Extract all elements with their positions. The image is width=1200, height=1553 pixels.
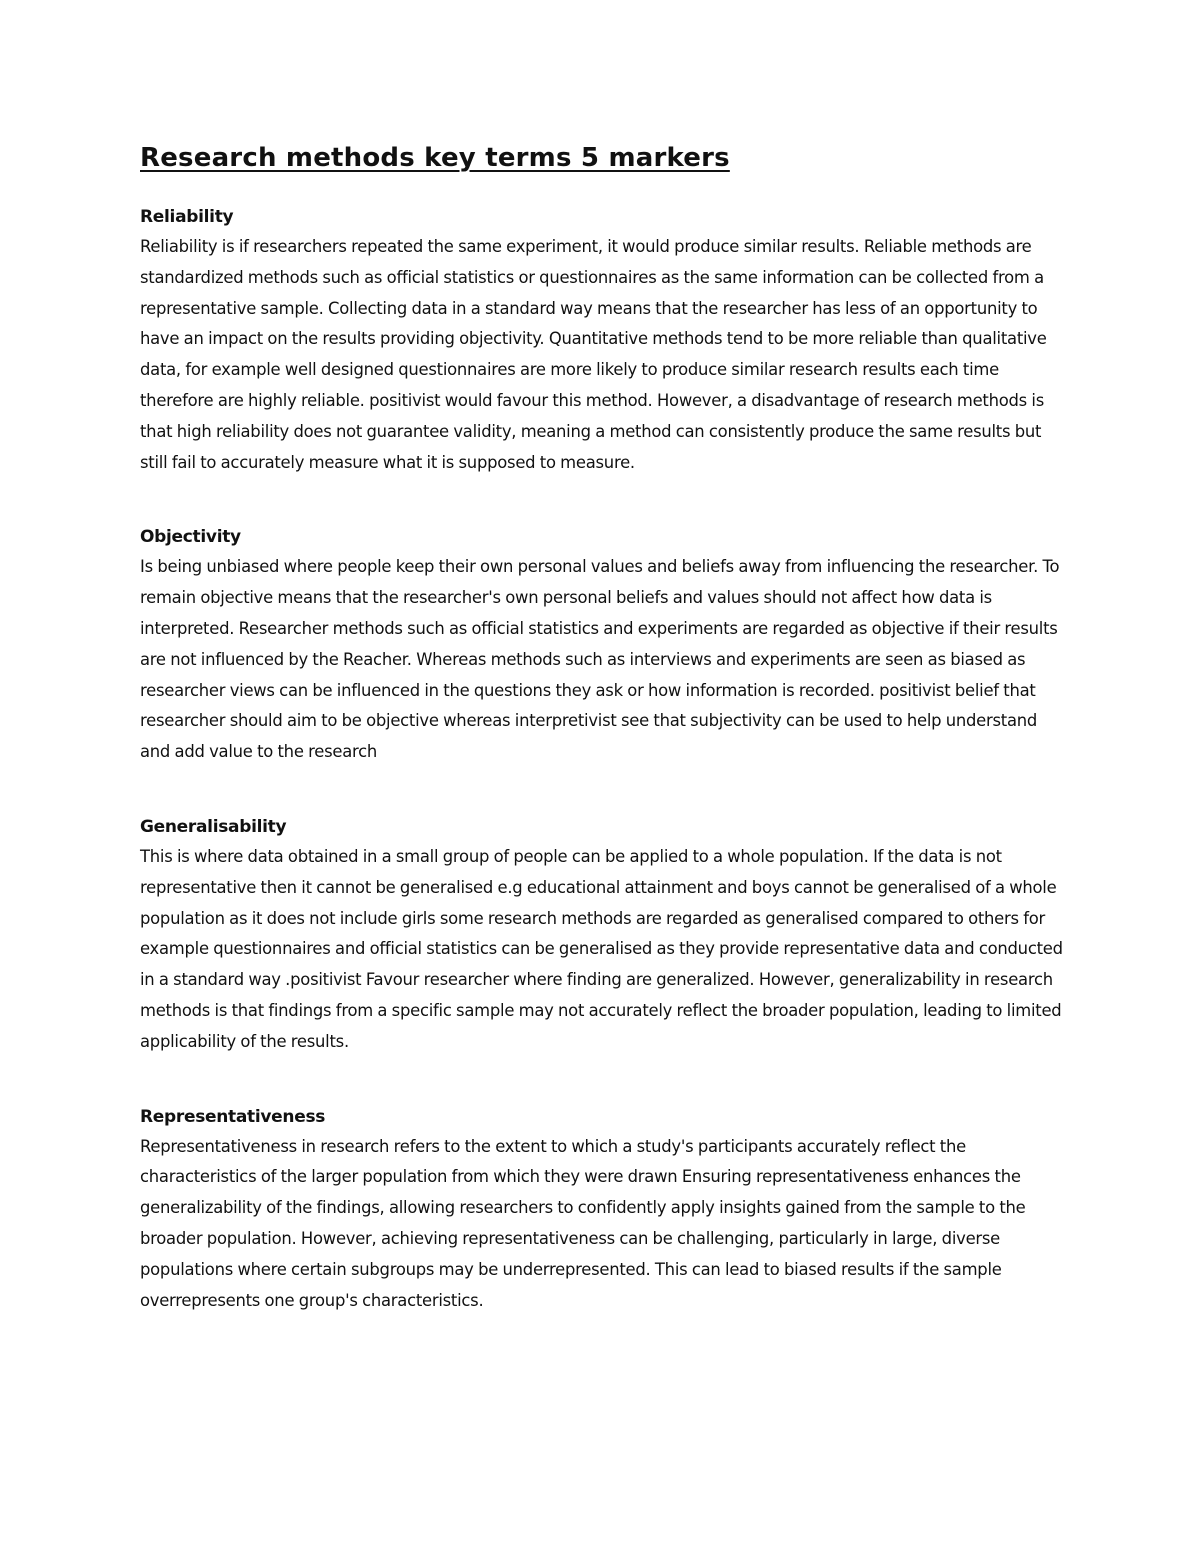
- document-page: [140, 138, 1070, 1316]
- section-body: This is where data obtained in a small group of people can be applied to a whole population. If the data is not representative then it cannot be generalised e.g educational attainment and boys cannot be generalised of a whole population as it does not include girls some research methods are regarded as generalised compared to others for example questionnaires and official statistics can be generalised as they provide representative data and conducted in a standard way .positivist Favour researcher where finding are generalized. However, generalizability in research methods is that findings from a specific sample may not accurately reflect the broader population, leading to limited applicability of the results.: [140, 846, 1063, 1051]
- section-heading: Generalisability: [140, 816, 287, 837]
- section-objectivity: [140, 522, 1070, 768]
- section-reliability: [140, 202, 1070, 478]
- section-body: Is being unbiased where people keep their own personal values and beliefs away from influencing the researcher. To remain objective means that the researcher's own personal beliefs and values should not affect how data is interpreted. Researcher methods such as official statistics and experiments are regarded as objective if their results are not influenced by the Reacher. Whereas methods such as interviews and experiments are seen as biased as researcher views can be influenced in the questions they ask or how information is recorded. positivist belief that researcher should aim to be objective whereas interpretivist see that subjectivity can be used to help understand and add value to the research: [140, 557, 1060, 762]
- section-heading: Representativeness: [140, 1106, 326, 1127]
- section-heading: Reliability: [140, 207, 234, 227]
- section-body: Representativeness in research refers to the extent to which a study's participants accurately reflect the characteristics of the larger population from which they were drawn Ensuring representativeness enhances the generalizability of the findings, allowing researchers to confidently apply insights gained from the sample to the broader population. However, achieving representativeness can be challenging, particularly in large, diverse populations where certain subgroups may be underrepresented. This can lead to biased results if the sample overrepresents one group's characteristics.: [140, 1136, 1026, 1310]
- section-spacer: [140, 768, 1070, 812]
- document-title: Research methods key terms 5 markers: [140, 143, 730, 173]
- section-spacer: [140, 478, 1070, 522]
- section-generalisability: [140, 812, 1070, 1058]
- section-representativeness: [140, 1102, 1070, 1317]
- section-spacer: [140, 1058, 1070, 1102]
- section-heading: Objectivity: [140, 527, 241, 548]
- section-body: Reliability is if researchers repeated the same experiment, it would produce similar results. Reliable methods are standardized methods such as official statistics or questionnaires as the same information can be collected from a representative sample. Collecting data in a standard way means that the researcher has less of an opportunity to have an impact on the results providing objectivity. Quantitative methods tend to be more reliable than qualitative data, for example well designed questionnaires are more likely to produce similar research results each time therefore are highly reliable. positivist would favour this method. However, a disadvantage of research methods is that high reliability does not guarantee validity, meaning a method can consistently produce the same results but still fail to accurately measure what it is supposed to measure.: [140, 237, 1047, 472]
